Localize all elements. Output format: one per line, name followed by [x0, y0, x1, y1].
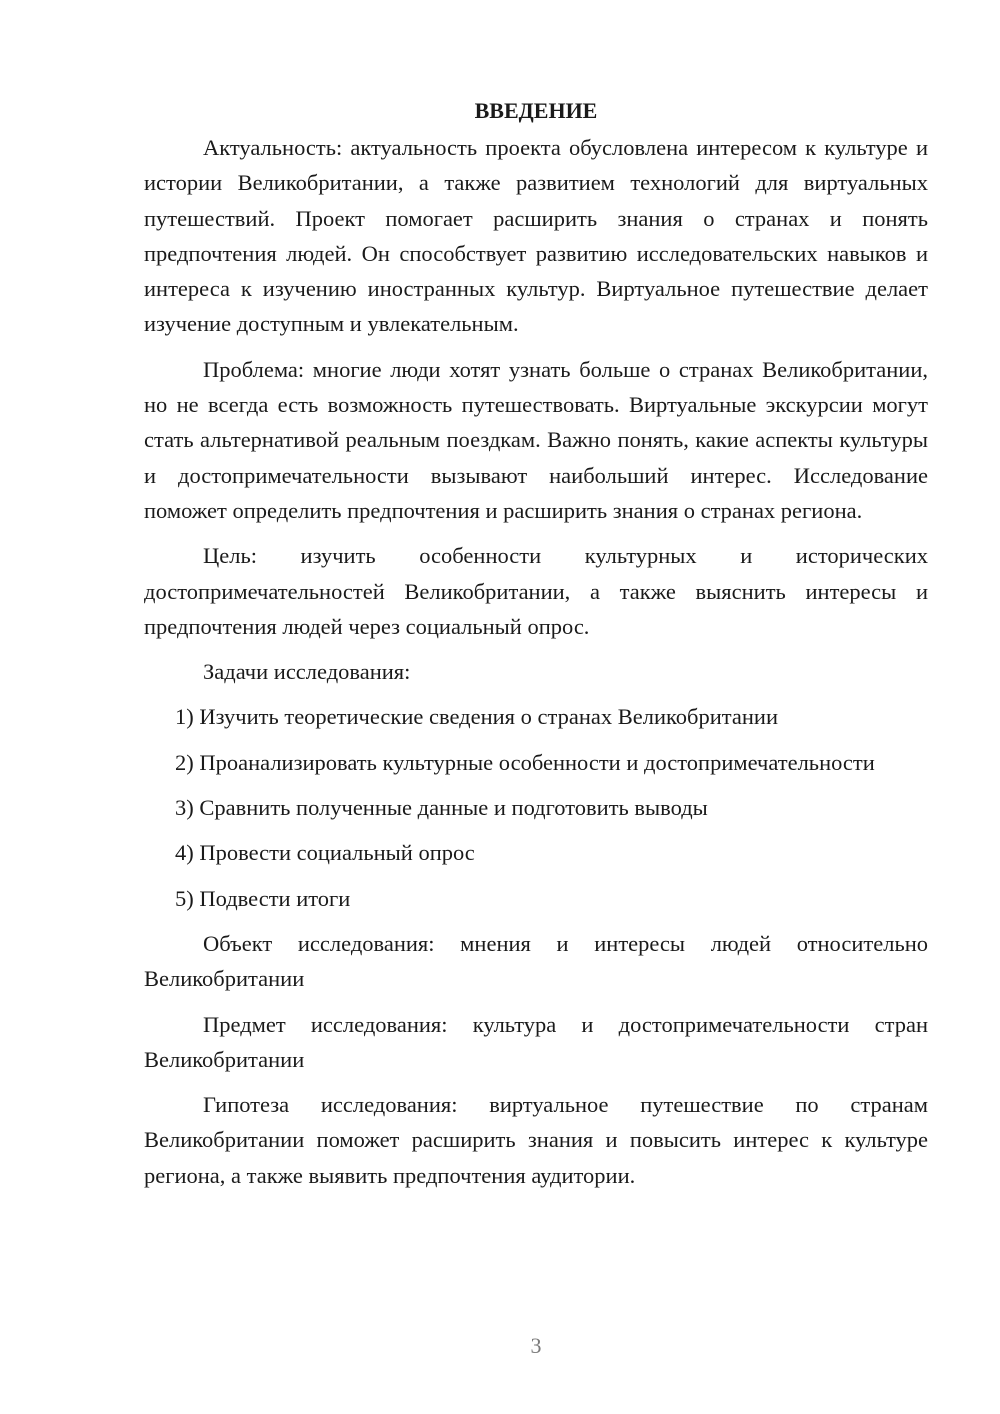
- task-item-3: 3) Сравнить полученные данные и подготовить выводы: [175, 795, 708, 821]
- tasks-heading: Задачи исследования:: [203, 659, 411, 685]
- page-number: 3: [530, 1333, 542, 1358]
- task-item-4: 4) Провести социальный опрос: [175, 840, 475, 866]
- task-item-2: 2) Проанализировать культурные особенности и достопримечательности: [175, 749, 875, 775]
- task-item-1: 1) Изучить теоретические сведения о странах Великобритании: [175, 704, 778, 730]
- task-item-5: 5) Подвести итоги: [175, 885, 351, 911]
- document-page: [144, 96, 928, 1203]
- paragraph-object: Объект исследования: мнения и интересы людей относительно Великобритании: [144, 930, 928, 992]
- paragraph-problem: Проблема: многие люди хотят узнать больше о странах Великобритании, но не всегда есть возможность путешествовать. Виртуальные экскурсии могут стать альтернативой реальным поездкам. Важно понять, какие аспекты культуры и достопримечательности вызывают наибольший интерес. Исследование поможет определить предпочтения и расширить знания о странах региона.: [144, 356, 928, 523]
- paragraph-relevance: Актуальность: актуальность проекта обусловлена интересом к культуре и истории Великобритании, а также развитием технологий для виртуальных путешествий. Проект помогает расширить знания о странах и понять предпочтения людей. Он способствует развитию исследовательских навыков и интереса к изучению иностранных культур. Виртуальное путешествие делает изучение доступным и увлекательным.: [144, 135, 928, 337]
- paragraph-goal: Цель: изучить особенности культурных и исторических достопримечательностей Великобритании, а также выяснить интересы и предпочтения людей через социальный опрос.: [144, 543, 928, 639]
- document-title: ВВЕДЕНИЕ: [474, 98, 598, 123]
- paragraph-subject: Предмет исследования: культура и достопримечательности стран Великобритании: [144, 1011, 928, 1072]
- paragraph-hypothesis: Гипотеза исследования: виртуальное путешествие по странам Великобритании поможет расширить знания и повысить интерес к культуре региона, а также выявить предпочтения аудитории.: [144, 1092, 928, 1188]
